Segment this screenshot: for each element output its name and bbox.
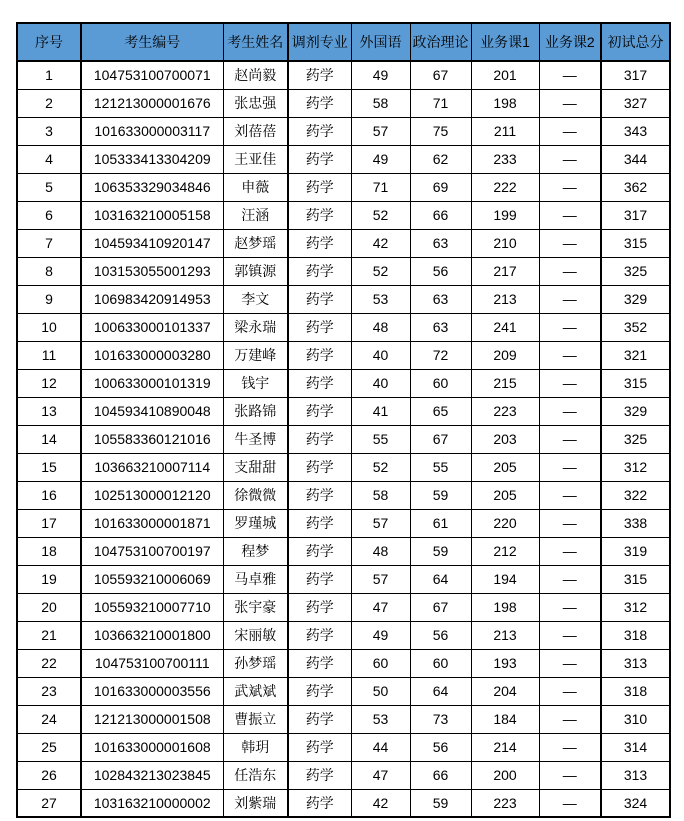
cell-major: 药学 [288, 565, 351, 593]
cell-political_theory: 59 [410, 481, 471, 509]
cell-major: 药学 [288, 257, 351, 285]
table-row [17, 733, 670, 761]
cell-name: 张忠强 [223, 89, 288, 117]
table-row [17, 229, 670, 257]
cell-candidate_id: 105583360121016 [81, 425, 223, 453]
cell-political_theory: 63 [410, 285, 471, 313]
table-row [17, 509, 670, 537]
cell-total: 318 [601, 621, 670, 649]
cell-political_theory: 69 [410, 173, 471, 201]
cell-name: 李文 [223, 285, 288, 313]
cell-course1: 223 [471, 397, 539, 425]
cell-foreign_language: 42 [351, 229, 410, 257]
cell-candidate_id: 103663210007114 [81, 453, 223, 481]
cell-major: 药学 [288, 425, 351, 453]
cell-candidate_id: 100633000101337 [81, 313, 223, 341]
table-row [17, 397, 670, 425]
cell-political_theory: 63 [410, 229, 471, 257]
cell-course1: 205 [471, 481, 539, 509]
cell-index: 4 [17, 145, 81, 173]
cell-total: 312 [601, 593, 670, 621]
cell-name: 张宇豪 [223, 593, 288, 621]
cell-political_theory: 66 [410, 761, 471, 789]
cell-foreign_language: 50 [351, 677, 410, 705]
cell-course1: 184 [471, 705, 539, 733]
score-table [16, 22, 671, 818]
cell-total: 324 [601, 789, 670, 817]
cell-index: 2 [17, 89, 81, 117]
cell-political_theory: 62 [410, 145, 471, 173]
cell-foreign_language: 57 [351, 565, 410, 593]
column-header-total: 初试总分 [601, 23, 670, 61]
cell-foreign_language: 57 [351, 509, 410, 537]
cell-major: 药学 [288, 509, 351, 537]
cell-course2: — [539, 117, 601, 145]
cell-name: 赵尚毅 [223, 61, 288, 89]
cell-total: 315 [601, 369, 670, 397]
cell-total: 327 [601, 89, 670, 117]
cell-political_theory: 75 [410, 117, 471, 145]
cell-index: 1 [17, 61, 81, 89]
column-header-foreign_language: 外国语 [351, 23, 410, 61]
cell-political_theory: 56 [410, 257, 471, 285]
cell-foreign_language: 53 [351, 285, 410, 313]
cell-course1: 220 [471, 509, 539, 537]
cell-index: 14 [17, 425, 81, 453]
cell-course1: 223 [471, 789, 539, 817]
cell-political_theory: 60 [410, 369, 471, 397]
table-row [17, 145, 670, 173]
cell-name: 王亚佳 [223, 145, 288, 173]
cell-index: 23 [17, 677, 81, 705]
cell-index: 19 [17, 565, 81, 593]
cell-total: 310 [601, 705, 670, 733]
table-row [17, 453, 670, 481]
cell-name: 汪涵 [223, 201, 288, 229]
cell-major: 药学 [288, 453, 351, 481]
cell-political_theory: 65 [410, 397, 471, 425]
cell-major: 药学 [288, 397, 351, 425]
cell-total: 329 [601, 285, 670, 313]
cell-index: 16 [17, 481, 81, 509]
cell-major: 药学 [288, 621, 351, 649]
cell-index: 8 [17, 257, 81, 285]
cell-course2: — [539, 453, 601, 481]
cell-course2: — [539, 593, 601, 621]
cell-course1: 199 [471, 201, 539, 229]
cell-course2: — [539, 397, 601, 425]
cell-course1: 213 [471, 621, 539, 649]
cell-course1: 211 [471, 117, 539, 145]
cell-course2: — [539, 285, 601, 313]
header-row [17, 23, 670, 61]
table-row [17, 369, 670, 397]
cell-candidate_id: 101633000003117 [81, 117, 223, 145]
cell-foreign_language: 47 [351, 593, 410, 621]
cell-political_theory: 73 [410, 705, 471, 733]
cell-foreign_language: 60 [351, 649, 410, 677]
cell-name: 宋丽敏 [223, 621, 288, 649]
cell-foreign_language: 52 [351, 201, 410, 229]
cell-foreign_language: 49 [351, 145, 410, 173]
cell-major: 药学 [288, 789, 351, 817]
cell-foreign_language: 42 [351, 789, 410, 817]
cell-name: 申薇 [223, 173, 288, 201]
cell-course2: — [539, 229, 601, 257]
cell-political_theory: 59 [410, 537, 471, 565]
cell-course2: — [539, 425, 601, 453]
cell-major: 药学 [288, 341, 351, 369]
cell-major: 药学 [288, 369, 351, 397]
cell-course2: — [539, 509, 601, 537]
cell-major: 药学 [288, 285, 351, 313]
cell-candidate_id: 101633000001871 [81, 509, 223, 537]
cell-political_theory: 71 [410, 89, 471, 117]
cell-index: 26 [17, 761, 81, 789]
cell-course1: 215 [471, 369, 539, 397]
cell-course2: — [539, 565, 601, 593]
cell-total: 352 [601, 313, 670, 341]
cell-course2: — [539, 341, 601, 369]
cell-index: 24 [17, 705, 81, 733]
column-header-political_theory: 政治理论 [410, 23, 471, 61]
cell-name: 刘紫瑞 [223, 789, 288, 817]
cell-total: 315 [601, 229, 670, 257]
cell-foreign_language: 55 [351, 425, 410, 453]
cell-index: 9 [17, 285, 81, 313]
cell-candidate_id: 105593210006069 [81, 565, 223, 593]
cell-political_theory: 64 [410, 677, 471, 705]
cell-candidate_id: 104593410920147 [81, 229, 223, 257]
cell-foreign_language: 44 [351, 733, 410, 761]
column-header-name: 考生姓名 [223, 23, 288, 61]
table-row [17, 425, 670, 453]
cell-course2: — [539, 313, 601, 341]
cell-name: 郭镇源 [223, 257, 288, 285]
cell-total: 313 [601, 649, 670, 677]
cell-index: 25 [17, 733, 81, 761]
table-row [17, 761, 670, 789]
cell-course2: — [539, 145, 601, 173]
cell-major: 药学 [288, 761, 351, 789]
cell-major: 药学 [288, 733, 351, 761]
cell-foreign_language: 40 [351, 369, 410, 397]
cell-course1: 200 [471, 761, 539, 789]
cell-major: 药学 [288, 677, 351, 705]
table-row [17, 173, 670, 201]
cell-index: 6 [17, 201, 81, 229]
cell-candidate_id: 101633000003280 [81, 341, 223, 369]
cell-course1: 213 [471, 285, 539, 313]
cell-index: 18 [17, 537, 81, 565]
cell-index: 17 [17, 509, 81, 537]
cell-name: 徐微微 [223, 481, 288, 509]
cell-total: 362 [601, 173, 670, 201]
cell-major: 药学 [288, 705, 351, 733]
cell-course1: 241 [471, 313, 539, 341]
cell-foreign_language: 48 [351, 313, 410, 341]
cell-foreign_language: 58 [351, 89, 410, 117]
cell-name: 刘蓓蓓 [223, 117, 288, 145]
cell-candidate_id: 106983420914953 [81, 285, 223, 313]
cell-name: 支甜甜 [223, 453, 288, 481]
cell-candidate_id: 104593410890048 [81, 397, 223, 425]
cell-foreign_language: 71 [351, 173, 410, 201]
column-header-candidate_id: 考生编号 [81, 23, 223, 61]
cell-name: 牛圣博 [223, 425, 288, 453]
table-row [17, 593, 670, 621]
table-row [17, 621, 670, 649]
cell-major: 药学 [288, 537, 351, 565]
cell-political_theory: 64 [410, 565, 471, 593]
table-row [17, 313, 670, 341]
cell-name: 万建峰 [223, 341, 288, 369]
cell-candidate_id: 105333413304209 [81, 145, 223, 173]
cell-total: 329 [601, 397, 670, 425]
cell-course1: 203 [471, 425, 539, 453]
cell-political_theory: 67 [410, 425, 471, 453]
cell-total: 322 [601, 481, 670, 509]
cell-index: 12 [17, 369, 81, 397]
cell-index: 15 [17, 453, 81, 481]
cell-total: 318 [601, 677, 670, 705]
cell-political_theory: 61 [410, 509, 471, 537]
cell-political_theory: 72 [410, 341, 471, 369]
cell-index: 11 [17, 341, 81, 369]
cell-political_theory: 60 [410, 649, 471, 677]
cell-total: 317 [601, 201, 670, 229]
cell-total: 317 [601, 61, 670, 89]
cell-major: 药学 [288, 229, 351, 257]
table-row [17, 481, 670, 509]
cell-course2: — [539, 173, 601, 201]
cell-political_theory: 56 [410, 621, 471, 649]
cell-candidate_id: 104753100700071 [81, 61, 223, 89]
cell-total: 321 [601, 341, 670, 369]
cell-name: 任浩东 [223, 761, 288, 789]
cell-index: 5 [17, 173, 81, 201]
column-header-course2: 业务课2 [539, 23, 601, 61]
cell-course1: 193 [471, 649, 539, 677]
cell-candidate_id: 105593210007710 [81, 593, 223, 621]
cell-index: 10 [17, 313, 81, 341]
cell-name: 曹振立 [223, 705, 288, 733]
cell-index: 22 [17, 649, 81, 677]
cell-course2: — [539, 705, 601, 733]
cell-political_theory: 56 [410, 733, 471, 761]
cell-name: 赵梦瑶 [223, 229, 288, 257]
table-row [17, 537, 670, 565]
cell-candidate_id: 121213000001676 [81, 89, 223, 117]
cell-course1: 233 [471, 145, 539, 173]
table-row [17, 789, 670, 817]
cell-course1: 201 [471, 61, 539, 89]
cell-name: 程梦 [223, 537, 288, 565]
cell-foreign_language: 58 [351, 481, 410, 509]
cell-foreign_language: 52 [351, 257, 410, 285]
cell-index: 21 [17, 621, 81, 649]
cell-course1: 217 [471, 257, 539, 285]
table-row [17, 117, 670, 145]
cell-candidate_id: 104753100700197 [81, 537, 223, 565]
cell-major: 药学 [288, 481, 351, 509]
cell-candidate_id: 103163210005158 [81, 201, 223, 229]
cell-candidate_id: 100633000101319 [81, 369, 223, 397]
table-row [17, 565, 670, 593]
table-row [17, 201, 670, 229]
cell-course1: 198 [471, 89, 539, 117]
table-row [17, 257, 670, 285]
cell-candidate_id: 106353329034846 [81, 173, 223, 201]
cell-political_theory: 59 [410, 789, 471, 817]
cell-major: 药学 [288, 649, 351, 677]
cell-total: 319 [601, 537, 670, 565]
cell-total: 338 [601, 509, 670, 537]
cell-course2: — [539, 257, 601, 285]
cell-course1: 205 [471, 453, 539, 481]
cell-name: 韩玥 [223, 733, 288, 761]
cell-course2: — [539, 61, 601, 89]
cell-candidate_id: 104753100700111 [81, 649, 223, 677]
cell-major: 药学 [288, 201, 351, 229]
column-header-course1: 业务课1 [471, 23, 539, 61]
cell-course2: — [539, 677, 601, 705]
cell-major: 药学 [288, 89, 351, 117]
cell-foreign_language: 47 [351, 761, 410, 789]
cell-foreign_language: 49 [351, 61, 410, 89]
cell-name: 武斌斌 [223, 677, 288, 705]
cell-course1: 209 [471, 341, 539, 369]
cell-major: 药学 [288, 173, 351, 201]
cell-course1: 222 [471, 173, 539, 201]
cell-total: 313 [601, 761, 670, 789]
cell-foreign_language: 49 [351, 621, 410, 649]
cell-course1: 212 [471, 537, 539, 565]
cell-course2: — [539, 621, 601, 649]
table-row [17, 705, 670, 733]
cell-political_theory: 55 [410, 453, 471, 481]
cell-name: 罗瑾城 [223, 509, 288, 537]
cell-total: 325 [601, 257, 670, 285]
cell-name: 孙梦瑶 [223, 649, 288, 677]
cell-course1: 194 [471, 565, 539, 593]
cell-name: 梁永瑞 [223, 313, 288, 341]
cell-candidate_id: 103153055001293 [81, 257, 223, 285]
cell-course2: — [539, 89, 601, 117]
cell-course2: — [539, 537, 601, 565]
table-row [17, 649, 670, 677]
cell-course2: — [539, 369, 601, 397]
cell-course2: — [539, 733, 601, 761]
cell-total: 325 [601, 425, 670, 453]
cell-candidate_id: 101633000001608 [81, 733, 223, 761]
cell-index: 27 [17, 789, 81, 817]
cell-political_theory: 67 [410, 61, 471, 89]
table-row [17, 285, 670, 313]
cell-candidate_id: 102843213023845 [81, 761, 223, 789]
table-body [17, 61, 670, 817]
cell-foreign_language: 52 [351, 453, 410, 481]
table-row [17, 677, 670, 705]
cell-name: 张路锦 [223, 397, 288, 425]
cell-course2: — [539, 649, 601, 677]
cell-course2: — [539, 761, 601, 789]
cell-course2: — [539, 201, 601, 229]
cell-course1: 210 [471, 229, 539, 257]
cell-course1: 204 [471, 677, 539, 705]
cell-index: 20 [17, 593, 81, 621]
cell-major: 药学 [288, 313, 351, 341]
cell-total: 344 [601, 145, 670, 173]
cell-total: 314 [601, 733, 670, 761]
cell-major: 药学 [288, 61, 351, 89]
cell-total: 312 [601, 453, 670, 481]
cell-major: 药学 [288, 117, 351, 145]
cell-index: 3 [17, 117, 81, 145]
cell-name: 马卓雅 [223, 565, 288, 593]
cell-course1: 214 [471, 733, 539, 761]
cell-political_theory: 66 [410, 201, 471, 229]
cell-candidate_id: 121213000001508 [81, 705, 223, 733]
cell-course2: — [539, 481, 601, 509]
column-header-index: 序号 [17, 23, 81, 61]
cell-index: 13 [17, 397, 81, 425]
cell-foreign_language: 48 [351, 537, 410, 565]
cell-candidate_id: 102513000012120 [81, 481, 223, 509]
cell-foreign_language: 40 [351, 341, 410, 369]
cell-foreign_language: 53 [351, 705, 410, 733]
cell-political_theory: 63 [410, 313, 471, 341]
cell-total: 315 [601, 565, 670, 593]
cell-major: 药学 [288, 593, 351, 621]
cell-foreign_language: 41 [351, 397, 410, 425]
cell-candidate_id: 103163210000002 [81, 789, 223, 817]
cell-total: 343 [601, 117, 670, 145]
cell-political_theory: 67 [410, 593, 471, 621]
table-row [17, 89, 670, 117]
cell-course1: 198 [471, 593, 539, 621]
table-row [17, 61, 670, 89]
cell-major: 药学 [288, 145, 351, 173]
cell-name: 钱宇 [223, 369, 288, 397]
cell-index: 7 [17, 229, 81, 257]
cell-candidate_id: 103663210001800 [81, 621, 223, 649]
cell-candidate_id: 101633000003556 [81, 677, 223, 705]
table-row [17, 341, 670, 369]
column-header-major: 调剂专业 [288, 23, 351, 61]
cell-course2: — [539, 789, 601, 817]
cell-foreign_language: 57 [351, 117, 410, 145]
